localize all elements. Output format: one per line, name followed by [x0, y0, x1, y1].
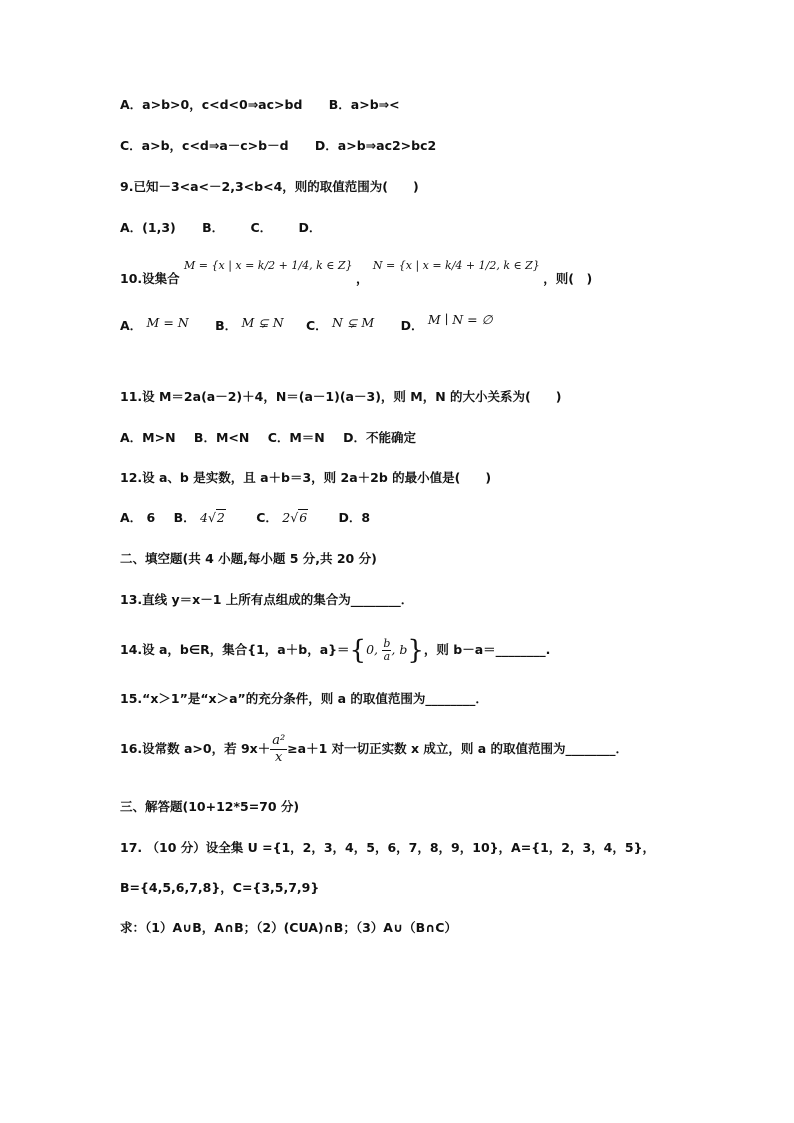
q12-b-coef: 4: [199, 510, 208, 525]
q17-line3: 求：（1）A∪B，A∩B；（2）(CUA)∩B；（3）A∪（B∩C）: [120, 920, 457, 935]
q10-option-b-math: M ⊊ N: [241, 315, 284, 330]
q12-c-coef: 2: [282, 510, 291, 525]
q12-option-c-math: 2√6: [282, 510, 308, 525]
q15-stem: 15.“x＞1”是“x＞a”的充分条件，则 a 的取值范围为________．: [120, 691, 488, 706]
q10-option-c-label: C．: [306, 318, 328, 333]
q11-stem: 11.设 M＝2a(a－2)＋4，N＝(a－1)(a－3)，则 M，N 的大小关系为( ): [120, 389, 562, 404]
q10-option-a-math: M = N: [146, 315, 189, 330]
q14-right-brace: }: [407, 635, 424, 666]
q16-fraction-num: a²: [272, 733, 286, 748]
q9-option-d: D．: [298, 220, 322, 235]
q8-option-c: C．a>b，c<d⇒a－c>b－d: [120, 138, 289, 153]
q10-stem: [120, 260, 592, 299]
q12-b-radicand: 2: [216, 510, 225, 525]
q16-stem: [120, 727, 628, 771]
q12-option-c-label: C．: [256, 510, 278, 525]
q10-option-d-math: M ∣ N = ∅: [427, 312, 493, 327]
q8-options-row2: [120, 138, 458, 154]
q12-option-b-math: 4√2: [199, 510, 225, 525]
q11-option-d: D．不能确定: [343, 430, 417, 445]
q8-option-a: A．a>b>0，c<d<0⇒ac>bd: [120, 97, 303, 112]
q8-option-b: B．a>b⇒<: [328, 97, 400, 112]
q10-options: [120, 312, 493, 334]
q16-prefix: 16.设常数 a>0，若 9x＋: [120, 741, 271, 756]
q14-stem: [120, 632, 550, 669]
q10-option-c-math: N ⊊ M: [332, 315, 375, 330]
q12-option-d: D．8: [338, 510, 371, 525]
q11-option-a: A．M>N: [120, 430, 176, 445]
q10-set-n: [373, 259, 543, 272]
q10-set-m: [184, 259, 356, 272]
q12-option-a: A． 6: [120, 510, 156, 525]
q9-options: [120, 220, 343, 236]
q10-set-m-text: M = {x | x = k/2 + 1/4, k ∈ Z}: [184, 259, 353, 272]
q14-fraction-num: b: [383, 637, 391, 650]
q16-fraction: [270, 733, 287, 766]
q12-stem: 12.设 a、b 是实数，且 a＋b＝3，则 2a＋2b 的最小值是( ): [120, 470, 492, 485]
q9-stem: 9.已知－3<a<－2,3<b<4，则的取值范围为( ): [120, 179, 419, 194]
q14-fraction-den: a: [383, 650, 391, 663]
q10-option-a-label: A．: [120, 318, 143, 333]
q8-options-row1: [120, 97, 422, 113]
q10-option-d-label: D．: [400, 318, 424, 333]
q12-c-radicand: 6: [299, 510, 308, 525]
q10-stem-suffix: ，则( ): [543, 271, 593, 286]
q17-line2: B={4,5,6,7,8}，C={3,5,7,9}: [120, 880, 320, 895]
section-2-heading: 二、填空题(共 4 小题,每小题 5 分,共 20 分): [120, 551, 377, 566]
q10-separator: ，: [356, 271, 369, 286]
q10-option-b-label: B．: [215, 318, 238, 333]
q9-option-a: A．(1,3): [120, 220, 176, 235]
section-3-heading: 三、解答题(10+12*5=70 分): [120, 799, 300, 814]
q13-stem: 13.直线 y＝x－1 上所有点组成的集合为________．: [120, 592, 414, 607]
q14-set-zero: 0,: [366, 642, 379, 657]
q9-option-c: C．: [250, 220, 273, 235]
q12-options: [120, 510, 370, 526]
q11-options: [120, 430, 438, 446]
q12-option-b-label: B．: [173, 510, 196, 525]
q11-option-c: C．M＝N: [267, 430, 325, 445]
q14-prefix: 14.设 a，b∈R，集合{1，a＋b，a}＝: [120, 642, 350, 657]
q14-suffix: ，则 b－a＝________.: [423, 642, 551, 657]
q17-line1: 17. （10 分）设全集 U ={1，2，3，4，5，6，7，8，9，10}，A={1，2，3，4，5}，: [120, 840, 655, 855]
q16-suffix: ≥a＋1 对一切正实数 x 成立，则 a 的取值范围为________．: [287, 741, 629, 756]
q11-option-b: B．M<N: [193, 430, 250, 445]
q10-set-n-text: N = {x | x = k/4 + 1/2, k ∈ Z}: [372, 259, 540, 272]
q16-fraction-den: x: [275, 750, 283, 765]
q8-option-d: D．a>b⇒ac2>bc2: [314, 138, 437, 153]
q14-set-b: , b: [391, 642, 408, 657]
q9-option-b: B．: [202, 220, 225, 235]
q14-left-brace: {: [349, 635, 367, 666]
q10-stem-prefix: 10.设集合: [120, 271, 180, 286]
